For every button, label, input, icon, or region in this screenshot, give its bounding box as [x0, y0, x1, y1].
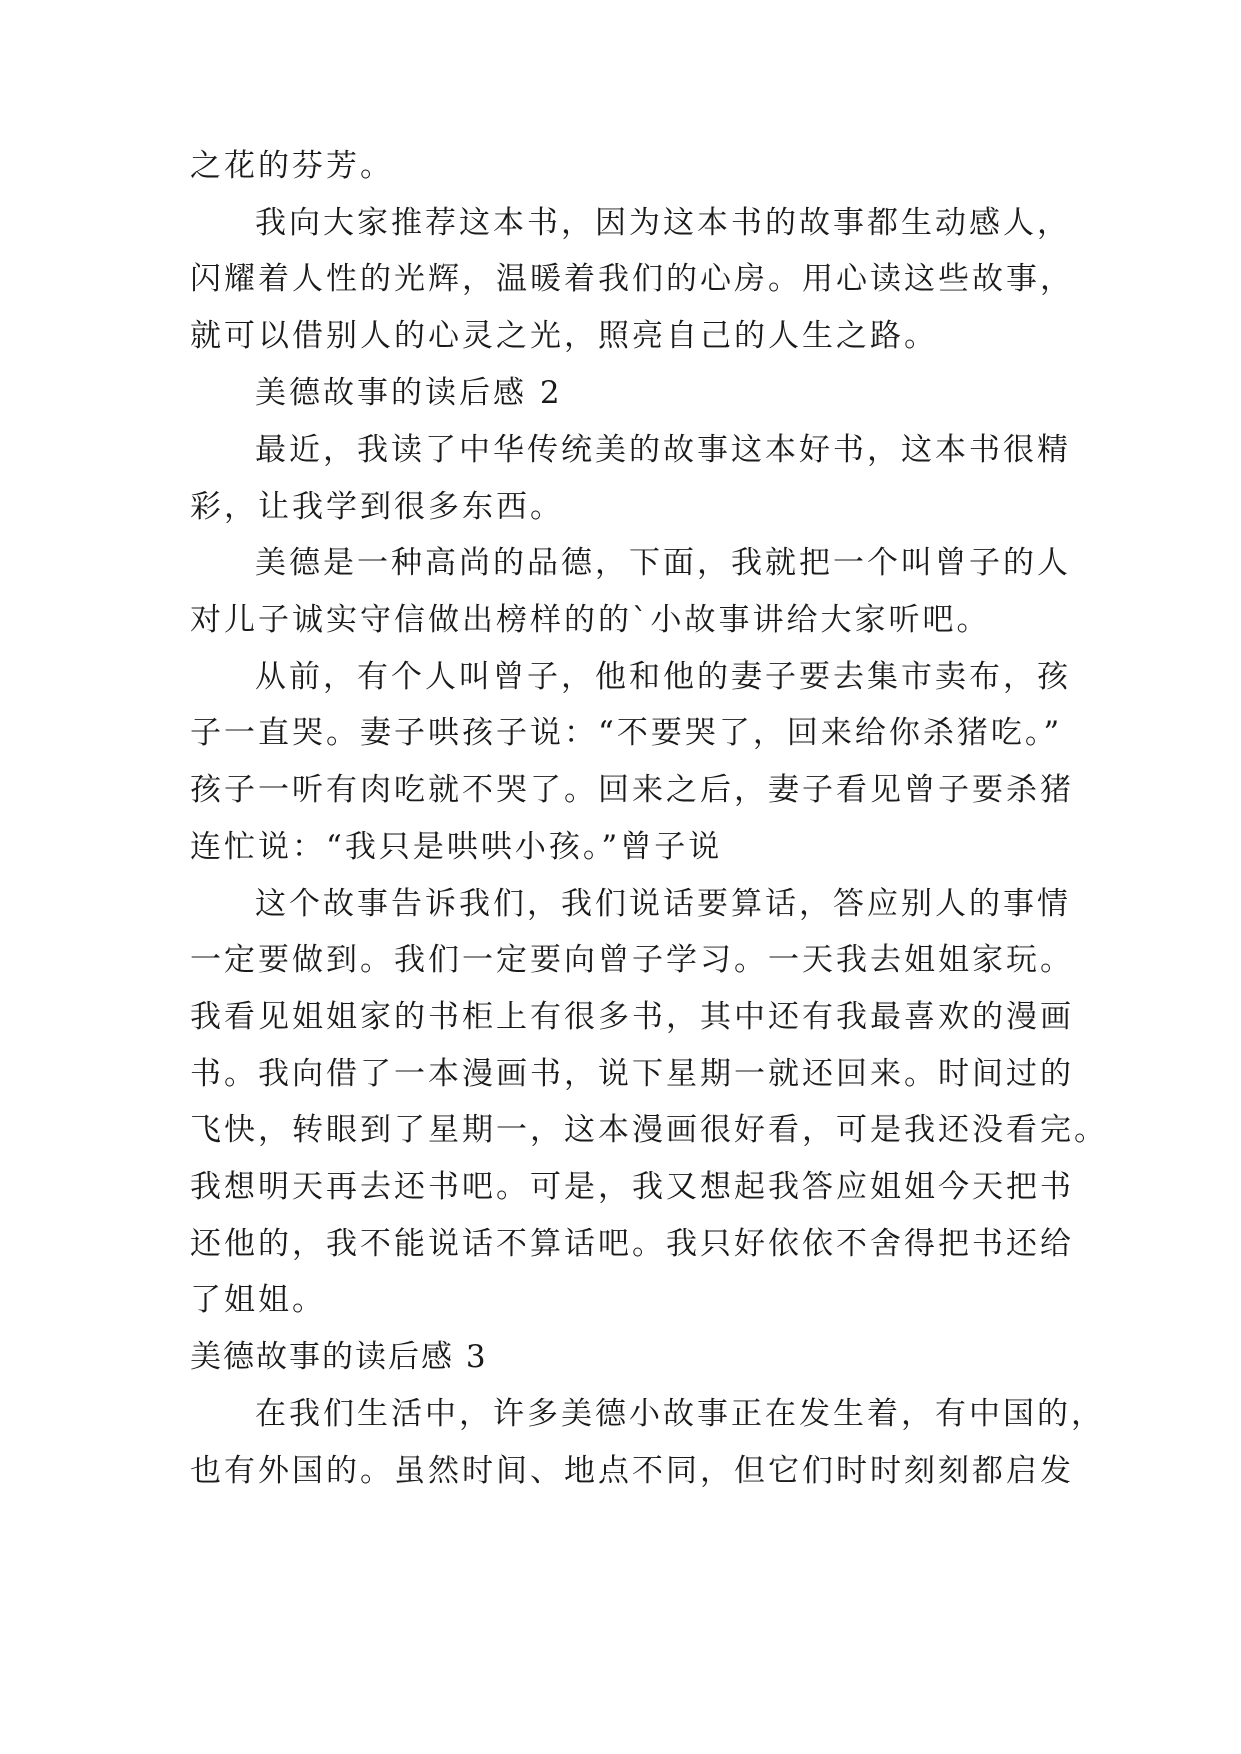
paragraph-line: 子一直哭。妻子哄孩子说：“不要哭了，回来给你杀猪吃。”	[190, 715, 1063, 751]
section-heading: 美德故事的读后感 2	[255, 375, 563, 411]
paragraph-line: 飞快，转眼到了星期一，这本漫画很好看，可是我还没看完。	[190, 1112, 1108, 1148]
paragraph-line: 这个故事告诉我们，我们说话要算话，答应别人的事情	[255, 886, 1071, 922]
paragraph-line: 闪耀着人性的光辉，温暖着我们的心房。用心读这些故事，	[190, 261, 1074, 297]
text-line: 之花的芬芳。	[190, 148, 394, 184]
paragraph-line: 美德是一种高尚的品德，下面，我就把一个叫曾子的人	[255, 545, 1071, 581]
paragraph-line: 从前，有个人叫曾子，他和他的妻子要去集市卖布，孩	[255, 659, 1071, 695]
paragraph-line: 对儿子诚实守信做出榜样的的`小故事讲给大家听吧。	[190, 602, 991, 638]
paragraph-line: 连忙说：“我只是哄哄小孩。”曾子说	[190, 829, 723, 865]
paragraph-line: 就可以借别人的心灵之光，照亮自己的人生之路。	[190, 318, 938, 354]
paragraph-line: 我向大家推荐这本书，因为这本书的故事都生动感人，	[255, 205, 1071, 241]
paragraph-line: 在我们生活中，许多美德小故事正在发生着，有中国的，	[255, 1396, 1105, 1432]
paragraph-line: 彩，让我学到很多东西。	[190, 489, 564, 525]
paragraph-line: 还他的，我不能说话不算话吧。我只好依依不舍得把书还给	[190, 1226, 1074, 1262]
paragraph-line: 书。我向借了一本漫画书，说下星期一就还回来。时间过的	[190, 1056, 1074, 1092]
paragraph-line: 我看见姐姐家的书柜上有很多书，其中还有我最喜欢的漫画	[190, 999, 1074, 1035]
paragraph-line: 我想明天再去还书吧。可是，我又想起我答应姐姐今天把书	[190, 1169, 1074, 1205]
paragraph-line: 最近，我读了中华传统美的故事这本好书，这本书很精	[255, 432, 1071, 468]
paragraph-line: 了姐姐。	[190, 1282, 326, 1318]
paragraph-line: 孩子一听有肉吃就不哭了。回来之后，妻子看见曾子要杀猪	[190, 772, 1074, 808]
paragraph-line: 一定要做到。我们一定要向曾子学习。一天我去姐姐家玩。	[190, 942, 1074, 978]
paragraph-line: 也有外国的。虽然时间、地点不同，但它们时时刻刻都启发	[190, 1453, 1074, 1489]
section-heading: 美德故事的读后感 3	[190, 1339, 488, 1375]
